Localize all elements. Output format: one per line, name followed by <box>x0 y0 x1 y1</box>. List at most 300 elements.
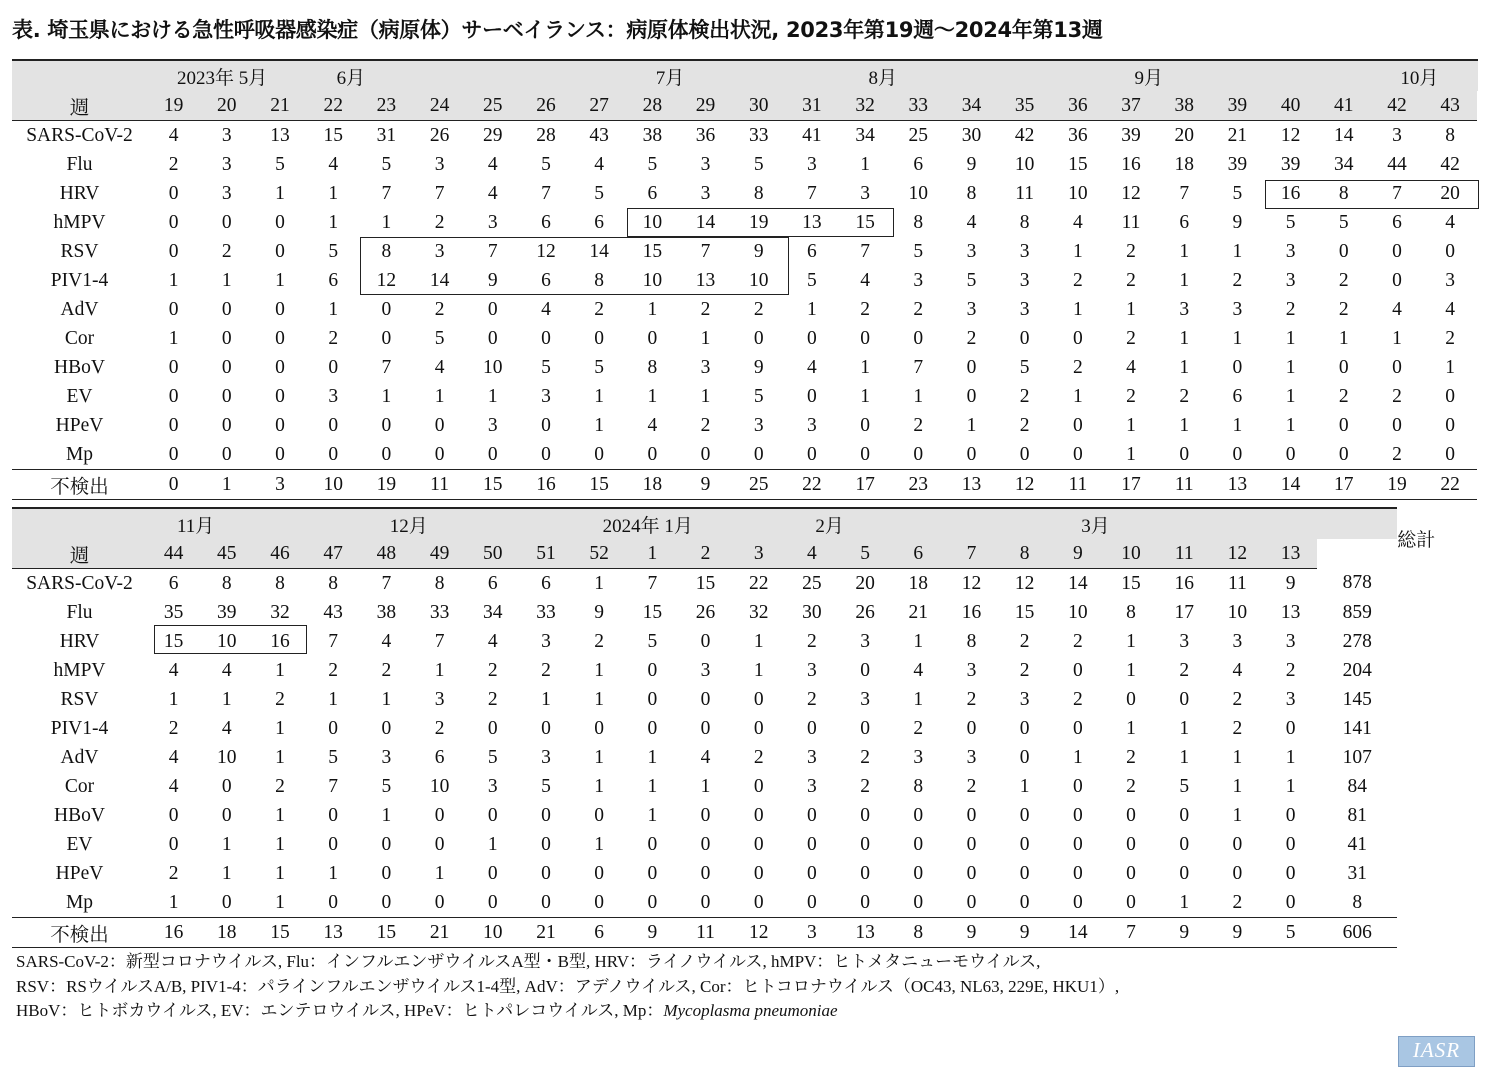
count-cell: 1 <box>647 298 658 320</box>
pathogen-row <box>12 743 1397 772</box>
count-cell: 9 <box>594 601 605 623</box>
count-cell: 1 <box>1179 414 1190 436</box>
count-cell: 11 <box>1228 572 1247 594</box>
count-cell: 0 <box>1285 862 1296 884</box>
count-cell: 0 <box>1019 746 1030 768</box>
count-cell: 3 <box>381 746 392 768</box>
count-cell: 0 <box>807 862 817 884</box>
count-cell: 0 <box>1072 891 1083 913</box>
count-cell: 1 <box>221 833 232 855</box>
count-cell: 1 <box>1126 443 1136 465</box>
count-cell: 0 <box>807 385 817 407</box>
count-cell: 22 <box>785 470 838 500</box>
count-cell: 1 <box>1072 746 1083 768</box>
count-cell: 0 <box>434 414 445 436</box>
week-number: 32 <box>839 91 892 121</box>
count-cell: 0 <box>860 862 870 884</box>
pathogen-name: AdV <box>60 298 99 320</box>
week-number: 44 <box>147 539 200 569</box>
month-label: 12月 <box>360 508 573 539</box>
count-cell: 0 <box>275 211 285 233</box>
count-cell: 15 <box>573 470 626 500</box>
total-cell: 8 <box>1352 891 1363 913</box>
count-cell: 6 <box>807 240 817 262</box>
count-cell: 3 <box>221 182 232 204</box>
count-cell: 0 <box>700 804 711 826</box>
count-cell: 32 <box>748 601 769 623</box>
count-cell: 0 <box>381 327 392 349</box>
total-cell: 81 <box>1347 804 1367 826</box>
count-cell: 0 <box>1445 443 1456 465</box>
count-cell: 2 <box>966 688 977 710</box>
count-cell: 4 <box>221 717 232 739</box>
count-cell: 1 <box>487 385 498 407</box>
count-cell: 4 <box>487 153 498 175</box>
count-cell: 7 <box>434 630 445 652</box>
count-cell: 2 <box>913 717 924 739</box>
count-cell: 16 <box>1121 153 1141 175</box>
count-cell: 1 <box>1232 240 1243 262</box>
month-spacer <box>12 60 147 91</box>
count-cell: 1 <box>328 688 339 710</box>
count-cell: 11 <box>679 918 732 948</box>
count-cell: 34 <box>1334 153 1354 175</box>
count-cell: 0 <box>221 804 232 826</box>
count-cell: 3 <box>966 746 977 768</box>
count-cell: 8 <box>753 182 764 204</box>
count-cell: 1 <box>1285 327 1296 349</box>
month-label: 2月 <box>785 508 1051 539</box>
count-cell: 10 <box>483 356 503 378</box>
count-cell: 1 <box>966 414 977 436</box>
count-cell: 0 <box>1338 414 1349 436</box>
count-cell: 12 <box>1121 182 1141 204</box>
pathogen-name: PIV1-4 <box>50 717 109 739</box>
month-label: 6月 <box>307 60 626 91</box>
count-cell: 0 <box>807 327 817 349</box>
count-cell: 5 <box>328 746 339 768</box>
count-cell: 5 <box>753 385 764 407</box>
count-cell: 0 <box>647 659 658 681</box>
count-cell: 38 <box>376 601 397 623</box>
count-cell: 3 <box>541 746 551 768</box>
count-cell: 1 <box>275 833 285 855</box>
count-cell: 0 <box>1392 356 1402 378</box>
count-cell: 0 <box>1072 833 1083 855</box>
count-cell: 19 <box>1370 470 1423 500</box>
count-cell: 0 <box>1392 414 1402 436</box>
count-cell: 1 <box>168 269 179 291</box>
count-cell: 8 <box>594 269 604 291</box>
pathogen-name: HRV <box>59 182 100 204</box>
count-cell: 3 <box>221 153 232 175</box>
count-cell: 30 <box>802 601 822 623</box>
count-cell: 20 <box>855 572 875 594</box>
count-cell: 5 <box>913 240 924 262</box>
count-cell: 10 <box>642 211 663 233</box>
month-spacer <box>12 508 147 539</box>
count-cell: 5 <box>594 356 604 378</box>
count-cell: 0 <box>487 891 498 913</box>
count-cell: 7 <box>1104 918 1157 948</box>
count-cell: 4 <box>807 356 817 378</box>
count-cell: 0 <box>381 891 392 913</box>
pathogen-name: SARS-CoV-2 <box>26 124 133 146</box>
week-number: 11 <box>1158 539 1211 569</box>
count-cell: 0 <box>275 298 285 320</box>
count-cell: 18 <box>200 918 253 948</box>
count-cell: 4 <box>541 298 551 320</box>
count-cell: 0 <box>541 862 551 884</box>
count-cell: 0 <box>860 833 870 855</box>
count-cell: 3 <box>1019 240 1030 262</box>
count-cell: 4 <box>381 630 392 652</box>
count-cell: 6 <box>541 211 551 233</box>
pathogen-name: HPeV <box>55 414 104 436</box>
week-number: 9 <box>1051 539 1104 569</box>
count-cell: 1 <box>487 833 498 855</box>
pathogen-name: RSV <box>60 240 99 262</box>
count-cell: 1 <box>1126 659 1136 681</box>
count-cell: 0 <box>1072 414 1083 436</box>
count-cell: 0 <box>1072 717 1083 739</box>
count-cell: 0 <box>168 385 179 407</box>
count-cell: 1 <box>275 862 285 884</box>
count-cell: 0 <box>1126 833 1136 855</box>
count-cell: 9 <box>753 240 764 262</box>
count-cell: 1 <box>700 385 711 407</box>
count-cell: 0 <box>381 443 392 465</box>
count-cell: 16 <box>147 918 200 948</box>
count-cell: 0 <box>1232 443 1243 465</box>
count-cell: 1 <box>807 298 817 320</box>
count-cell: 2 <box>1232 891 1243 913</box>
count-cell: 9 <box>487 269 498 291</box>
count-cell: 3 <box>1285 630 1296 652</box>
count-cell: 0 <box>381 833 392 855</box>
week-number: 37 <box>1104 91 1157 121</box>
pathogen-name: Mp <box>65 443 94 465</box>
count-cell: 0 <box>328 443 339 465</box>
week-number: 41 <box>1317 91 1370 121</box>
total-cell: 204 <box>1342 659 1372 681</box>
week-number: 22 <box>307 91 360 121</box>
count-cell: 16 <box>961 601 982 623</box>
count-cell: 7 <box>541 182 551 204</box>
count-cell: 1 <box>1179 327 1190 349</box>
count-cell: 0 <box>221 891 232 913</box>
count-cell: 0 <box>700 717 711 739</box>
count-cell: 0 <box>753 775 764 797</box>
count-cell: 6 <box>1179 211 1190 233</box>
count-cell: 15 <box>642 240 663 262</box>
count-cell: 18 <box>626 470 679 500</box>
count-cell: 0 <box>913 804 924 826</box>
footnote-line-1: SARS-CoV-2：新型コロナウイルス, Flu：インフルエンザウイルスA型・B型, HRV：ライノウイルス, hMPV：ヒトメタニューモウイルス, <box>16 952 1041 971</box>
count-cell: 13 <box>695 269 716 291</box>
week-number: 2 <box>679 539 732 569</box>
week-number: 27 <box>573 91 626 121</box>
count-cell: 1 <box>434 862 445 884</box>
count-cell: 1 <box>860 153 870 175</box>
pathogen-row <box>12 179 1478 208</box>
count-cell: 0 <box>753 717 764 739</box>
pathogen-row <box>12 859 1397 888</box>
count-cell: 21 <box>1227 124 1248 146</box>
count-cell: 8 <box>221 572 232 594</box>
count-cell: 8 <box>913 211 924 233</box>
count-cell: 34 <box>855 124 875 146</box>
pathogen-name: EV <box>66 385 93 407</box>
pathogen-name: HRV <box>59 630 100 652</box>
count-cell: 3 <box>860 182 870 204</box>
count-cell: 1 <box>594 833 605 855</box>
count-cell: 0 <box>328 414 339 436</box>
count-cell: 3 <box>700 182 711 204</box>
count-cell: 1 <box>1179 356 1190 378</box>
count-cell: 12 <box>376 269 397 291</box>
count-cell: 0 <box>753 688 764 710</box>
count-cell: 0 <box>328 356 339 378</box>
count-cell: 4 <box>168 659 179 681</box>
count-cell: 2 <box>1338 298 1349 320</box>
count-cell: 11 <box>1015 182 1035 204</box>
count-cell: 26 <box>855 601 875 623</box>
not-detected-label: 不検出 <box>12 918 147 948</box>
count-cell: 0 <box>168 182 179 204</box>
count-cell: 2 <box>700 414 711 436</box>
count-cell: 13 <box>839 918 892 948</box>
count-cell: 3 <box>253 470 306 500</box>
pathogen-name: PIV1-4 <box>50 269 109 291</box>
count-cell: 0 <box>1338 443 1349 465</box>
count-cell: 3 <box>807 153 817 175</box>
count-cell: 0 <box>275 414 285 436</box>
count-cell: 1 <box>1072 240 1083 262</box>
count-cell: 7 <box>647 572 658 594</box>
count-cell: 1 <box>1338 327 1349 349</box>
count-cell: 6 <box>913 153 924 175</box>
count-cell: 2 <box>1072 269 1083 291</box>
count-cell: 9 <box>1285 572 1296 594</box>
count-cell: 0 <box>700 891 711 913</box>
count-cell: 0 <box>1445 240 1456 262</box>
count-cell: 36 <box>695 124 716 146</box>
footnote-mycoplasma-name: Mycoplasma pneumoniae <box>663 1001 838 1020</box>
total-cell: 141 <box>1342 717 1372 739</box>
week-number: 6 <box>892 539 945 569</box>
count-cell: 10 <box>217 630 237 652</box>
count-cell: 1 <box>328 182 339 204</box>
count-cell: 1 <box>434 385 445 407</box>
count-cell: 9 <box>626 918 679 948</box>
count-cell: 0 <box>1019 862 1030 884</box>
count-cell: 13 <box>945 470 998 500</box>
count-cell: 7 <box>328 630 339 652</box>
week-number: 1 <box>626 539 679 569</box>
week-header-row <box>12 539 1397 569</box>
count-cell: 30 <box>961 124 982 146</box>
count-cell: 7 <box>1392 182 1402 204</box>
count-cell: 1 <box>1285 385 1296 407</box>
count-cell: 0 <box>221 327 232 349</box>
total-cell: 41 <box>1347 833 1367 855</box>
count-cell: 1 <box>221 269 232 291</box>
week-number: 10 <box>1104 539 1157 569</box>
count-cell: 1 <box>1126 414 1136 436</box>
count-cell: 0 <box>1445 414 1456 436</box>
count-cell: 0 <box>860 327 870 349</box>
count-cell: 6 <box>541 572 551 594</box>
detection-table-2024 <box>12 507 1436 948</box>
count-cell: 1 <box>381 688 392 710</box>
count-cell: 0 <box>700 443 711 465</box>
pathogen-row <box>12 266 1478 295</box>
count-cell: 1 <box>1179 891 1190 913</box>
count-cell: 33 <box>536 601 556 623</box>
count-cell: 5 <box>328 240 339 262</box>
count-cell: 3 <box>1019 269 1030 291</box>
count-cell: 0 <box>1019 717 1030 739</box>
count-cell: 1 <box>753 630 764 652</box>
count-cell: 1 <box>381 211 392 233</box>
count-cell: 0 <box>541 327 551 349</box>
pathogen-name: RSV <box>60 688 99 710</box>
count-cell: 13 <box>1211 470 1264 500</box>
count-cell: 0 <box>1285 833 1296 855</box>
pathogen-name: SARS-CoV-2 <box>26 572 133 594</box>
week-number: 19 <box>147 91 200 121</box>
count-cell: 3 <box>328 385 339 407</box>
count-cell: 3 <box>1019 298 1030 320</box>
count-cell: 4 <box>434 356 445 378</box>
count-cell: 22 <box>748 572 769 594</box>
count-cell: 7 <box>487 240 498 262</box>
count-cell: 2 <box>328 327 339 349</box>
count-cell: 0 <box>541 833 551 855</box>
count-cell: 0 <box>594 717 605 739</box>
week-number: 46 <box>253 539 306 569</box>
count-cell: 0 <box>966 443 977 465</box>
count-cell: 1 <box>913 385 924 407</box>
pathogen-name: Cor <box>64 327 95 349</box>
total-cell: 606 <box>1317 918 1397 948</box>
count-cell: 2 <box>434 717 445 739</box>
total-cell: 278 <box>1342 630 1372 652</box>
count-cell: 0 <box>487 804 498 826</box>
week-number: 5 <box>839 539 892 569</box>
week-number: 4 <box>785 539 838 569</box>
week-number: 20 <box>200 91 253 121</box>
count-cell: 8 <box>1126 601 1136 623</box>
month-label: 2023年 5月 <box>147 60 307 91</box>
count-cell: 39 <box>1227 153 1248 175</box>
count-cell: 6 <box>573 918 626 948</box>
count-cell: 36 <box>1068 124 1088 146</box>
count-cell: 0 <box>1338 356 1349 378</box>
count-cell: 6 <box>434 746 445 768</box>
count-cell: 0 <box>168 443 179 465</box>
count-cell: 2 <box>1126 327 1136 349</box>
count-cell: 4 <box>1126 356 1136 378</box>
count-cell: 2 <box>807 630 817 652</box>
count-cell: 15 <box>642 601 663 623</box>
count-cell: 4 <box>487 630 498 652</box>
count-cell: 10 <box>908 182 929 204</box>
count-cell: 29 <box>483 124 503 146</box>
count-cell: 3 <box>807 746 817 768</box>
count-cell: 0 <box>275 240 285 262</box>
count-cell: 2 <box>168 153 179 175</box>
count-cell: 10 <box>1068 182 1088 204</box>
count-cell: 3 <box>1445 269 1456 291</box>
count-cell: 20 <box>1440 182 1460 204</box>
count-cell: 1 <box>1179 746 1190 768</box>
count-cell: 1 <box>913 630 924 652</box>
count-cell: 3 <box>966 659 977 681</box>
count-cell: 1 <box>647 804 658 826</box>
count-cell: 0 <box>541 443 551 465</box>
count-cell: 0 <box>1285 443 1296 465</box>
count-cell: 1 <box>168 688 179 710</box>
pathogen-row <box>12 656 1397 685</box>
count-cell: 6 <box>1392 211 1402 233</box>
count-cell: 3 <box>487 414 498 436</box>
count-cell: 9 <box>998 918 1051 948</box>
count-cell: 0 <box>434 804 445 826</box>
count-cell: 0 <box>1019 833 1030 855</box>
count-cell: 16 <box>270 630 290 652</box>
count-cell: 0 <box>1072 659 1083 681</box>
count-cell: 2 <box>700 298 711 320</box>
count-cell: 34 <box>483 601 503 623</box>
count-cell: 3 <box>807 659 817 681</box>
count-cell: 2 <box>541 659 551 681</box>
count-cell: 2 <box>860 775 870 797</box>
count-cell: 7 <box>807 182 817 204</box>
total-cell: 145 <box>1342 688 1372 710</box>
count-cell: 1 <box>275 659 285 681</box>
count-cell: 1 <box>594 659 605 681</box>
count-cell: 0 <box>328 717 339 739</box>
count-cell: 3 <box>434 688 445 710</box>
count-cell: 8 <box>913 775 924 797</box>
count-cell: 7 <box>381 356 392 378</box>
count-cell: 0 <box>275 327 285 349</box>
count-cell: 0 <box>1019 443 1030 465</box>
count-cell: 4 <box>594 153 604 175</box>
count-cell: 8 <box>275 572 285 594</box>
count-cell: 0 <box>594 327 604 349</box>
week-number: 3 <box>732 539 785 569</box>
count-cell: 0 <box>913 443 924 465</box>
pathogen-row <box>12 411 1478 440</box>
week-header-row <box>12 91 1478 121</box>
iasr-logo: IASR <box>1398 1036 1475 1067</box>
count-cell: 2 <box>434 298 445 320</box>
count-cell: 0 <box>221 298 232 320</box>
count-cell: 1 <box>221 862 232 884</box>
count-cell: 7 <box>381 182 392 204</box>
pathogen-name: hMPV <box>53 211 106 233</box>
count-cell: 5 <box>487 746 498 768</box>
count-cell: 4 <box>1072 211 1083 233</box>
count-cell: 21 <box>519 918 572 948</box>
count-cell: 25 <box>802 572 822 594</box>
count-cell: 44 <box>1387 153 1407 175</box>
count-cell: 2 <box>913 414 924 436</box>
count-cell: 1 <box>328 211 339 233</box>
